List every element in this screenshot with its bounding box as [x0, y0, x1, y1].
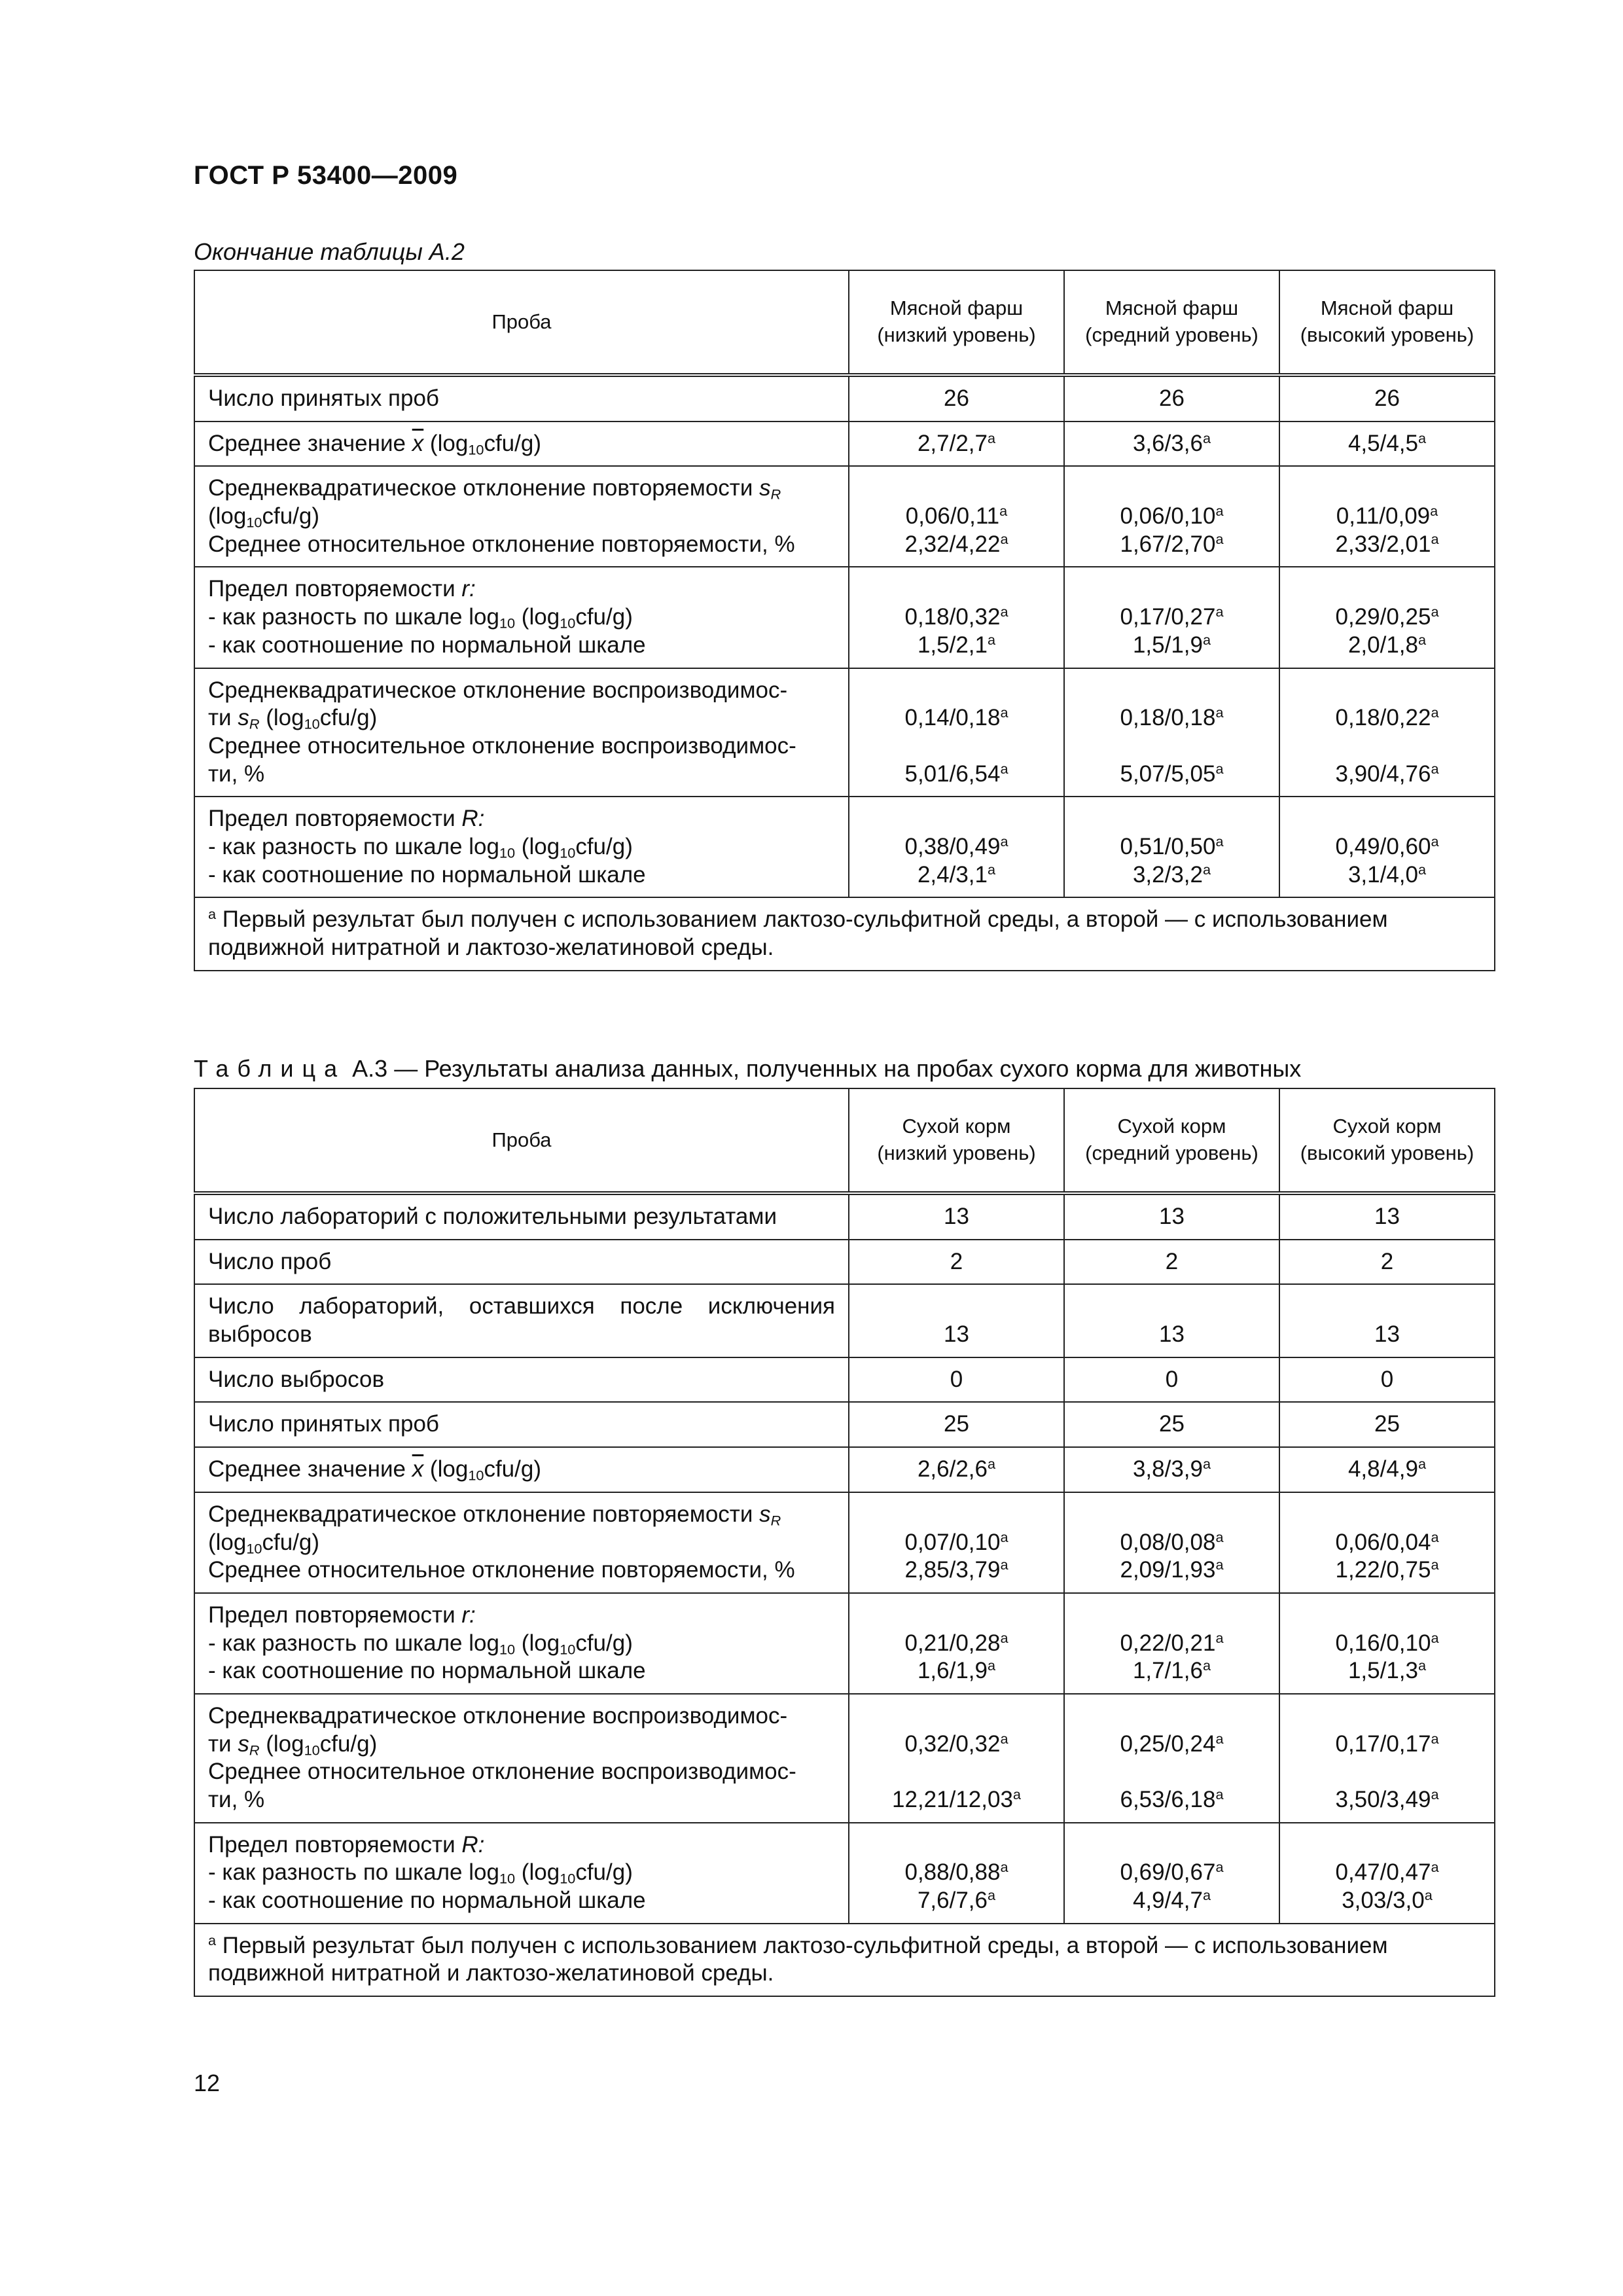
table-row: Число выбросов 0 0 0 — [194, 1357, 1495, 1403]
table-header-row — [194, 1088, 1495, 1193]
table-row: Среднеквадратическое отклонение повторяемости $s_R$ $(\log_{10}cfu/g)$ Среднее относительное отклонение повторяемости, % 0,06/0,11$^a$ 2,32/4,22$^a$ 0,06/0,10$^a$ 1,67/2,70$^a$ 0,11/0,09$^a$ 2,33/2,01$^a$ — [194, 466, 1495, 567]
table-header-row — [194, 270, 1495, 375]
table-footnote-row — [194, 1924, 1495, 1996]
table-row: Число лабораторий с положительными результатами 13 13 13 — [194, 1193, 1495, 1240]
column-header-sample: Проба — [194, 270, 849, 375]
column-header-high: Сухой корм (высокий уровень) — [1279, 1088, 1495, 1193]
table-row: Предел повторяемости R: - как разность по шкале $\log_{10} (\log_{10}cfu/g)$ - как соотношение по нормальной шкале 0,88/0,88$^a$ 7,6/7,6$^a$ 0,69/0,67$^a$ 4,9/4,7$^a$ 0,47/0,47$^a$ 3,03/3,0$^a$ — [194, 1823, 1495, 1924]
table-footnote: $^a$ Первый результат был получен с использованием лактозо-сульфитной среды, а второй — с использованием подвижной нитратной и лактозо-желатиновой среды. — [194, 1924, 1495, 1996]
table-row: Предел повторяемости R: - как разность по шкале $\log_{10} (\log_{10}cfu/g)$ - как соотношение по нормальной шкале 0,38/0,49$^a$ 2,4/3,1$^a$ 0,51/0,50$^a$ 3,2/3,2$^a$ 0,49/0,60$^a$ 3,1/4,0$^a$ — [194, 797, 1495, 897]
table-row: Среднее значение $\overline{x}$ $(\log_{10}cfu/g)$ 2,7/2,7$^a$ 3,6/3,6$^a$ 4,5/4,5$^a$ — [194, 422, 1495, 467]
page-number: 12 — [194, 2070, 221, 2096]
table-footnote: $^a$ Первый результат был получен с использованием лактозо-сульфитной среды, а второй — с использованием подвижной нитратной и лактозо-желатиновой среды. — [194, 897, 1495, 970]
table-row: Среднее значение $\overline{x}$ $(\log_{10}cfu/g)$ 2,6/2,6$^a$ 3,8/3,9$^a$ 4,8/4,9$^a$ — [194, 1447, 1495, 1492]
column-header-high: Мясной фарш (высокий уровень) — [1279, 270, 1495, 375]
table-row: Число принятых проб 26 26 26 — [194, 375, 1495, 422]
column-header-medium: Сухой корм (средний уровень) — [1064, 1088, 1279, 1193]
column-header-low: Мясной фарш (низкий уровень) — [849, 270, 1064, 375]
column-header-medium: Мясной фарш (средний уровень) — [1064, 270, 1279, 375]
table-row: Среднеквадратическое отклонение повторяемости $s_R$ $(\log_{10}cfu/g)$ Среднее относительное отклонение повторяемости, % 0,07/0,10$^a$ 2,85/3,79$^a$ 0,08/0,08$^a$ 2,09/1,93$^a$ 0,06/0,04$^a$ 1,22/0,75$^a$ — [194, 1492, 1495, 1593]
table-row: Среднеквадратическое отклонение воспроизводимос- ти $s_R$ $(\log_{10}cfu/g)$ Среднее относительное отклонение воспроизводимос- ти, % 0,14/0,18$^a$ 5,01/6,54$^a$ 0,18/0,18$^a$ 5,07/5,05$^a$ 0,18/0,22$^a$ 3,90/4,76$^a$ — [194, 668, 1495, 797]
table-footnote-row — [194, 897, 1495, 970]
table-a3-caption: Таблица А.3 — Результаты анализа данных, полученных на пробах сухого корма для животных — [194, 1055, 1302, 1082]
document-code: ГОСТ Р 53400—2009 — [194, 161, 458, 190]
table-row: Число принятых проб 25 25 25 — [194, 1402, 1495, 1447]
table-row: Число проб 2 2 2 — [194, 1240, 1495, 1285]
table-row: Среднеквадратическое отклонение воспроизводимос- ти $s_R$ $(\log_{10}cfu/g)$ Среднее относительное отклонение воспроизводимос- ти, % 0,32/0,32$^a$ 12,21/12,03$^a$ 0,25/0,24$^a$ 6,53/6,18$^a$ 0,17/0,17$^a$ 3,50/3,49$^a$ — [194, 1694, 1495, 1823]
table-a2 — [194, 270, 1495, 971]
table-a2-caption: Окончание таблицы А.2 — [194, 238, 465, 265]
table-row: Предел повторяемости r: - как разность по шкале $\log_{10} (\log_{10}cfu/g)$ - как соотношение по нормальной шкале 0,21/0,28$^a$ 1,6/1,9$^a$ 0,22/0,21$^a$ 1,7/1,6$^a$ 0,16/0,10$^a$ 1,5/1,3$^a$ — [194, 1593, 1495, 1694]
column-header-sample: Проба — [194, 1088, 849, 1193]
table-row: Число лабораторий, оставшихся после исключения выбросов 13 13 13 — [194, 1284, 1495, 1357]
table-row: Предел повторяемости r: - как разность по шкале $\log_{10} (\log_{10}cfu/g)$ - как соотношение по нормальной шкале 0,18/0,32$^a$ 1,5/2,1$^a$ 0,17/0,27$^a$ 1,5/1,9$^a$ 0,29/0,25$^a$ 2,0/1,8$^a$ — [194, 567, 1495, 668]
column-header-low: Сухой корм (низкий уровень) — [849, 1088, 1064, 1193]
table-a3 — [194, 1088, 1495, 1997]
